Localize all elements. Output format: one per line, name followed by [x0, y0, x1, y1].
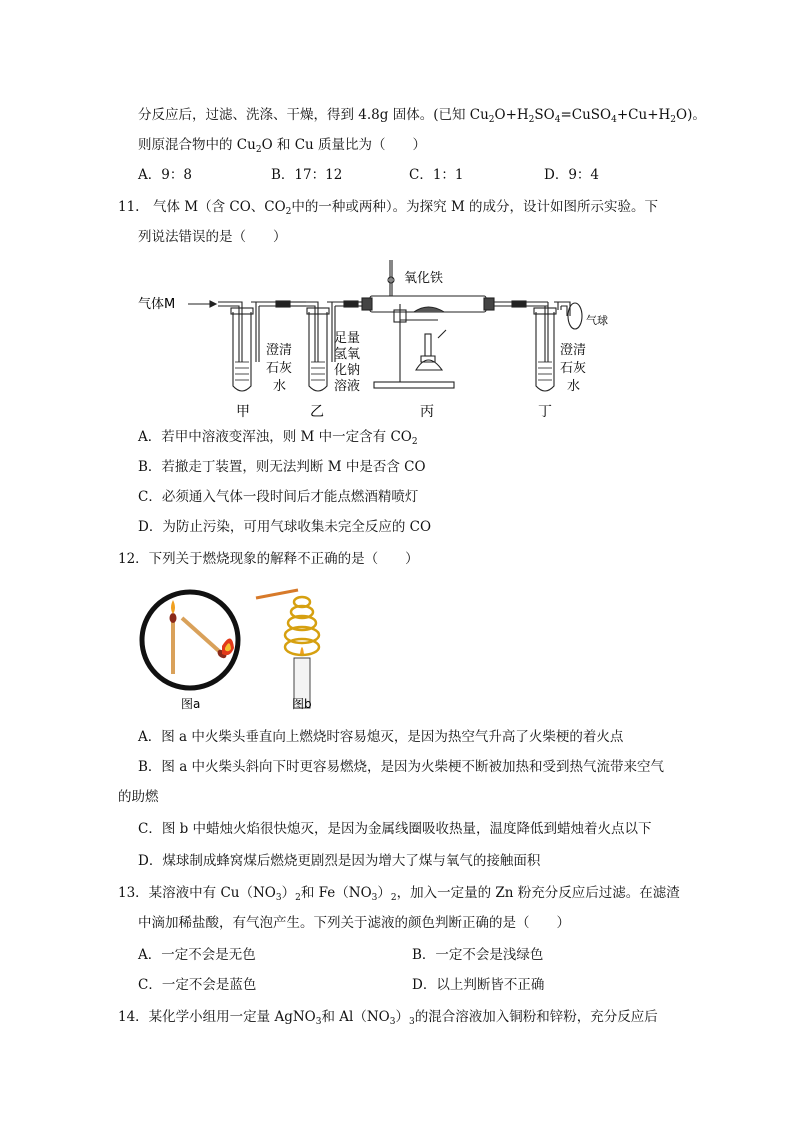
q11-option-c: C．必须通入气体一段时间后才能点燃酒精喷灯: [138, 489, 419, 505]
apparatus-name-yi: 乙: [310, 404, 324, 420]
tube1-label-line-1: 澄清: [266, 343, 293, 358]
q12-option-b-line-2: 的助燃: [118, 789, 159, 805]
q11-apparatus-figure: [138, 250, 628, 422]
apparatus-name-bing: 丙: [420, 404, 434, 420]
q10-option-b: B．17：12: [271, 167, 343, 183]
q11-stem-line-2: 列说法错误的是（ ）: [138, 229, 287, 245]
q12-option-d: D．煤球制成蜂窝煤后燃烧更剧烈是因为增大了煤与氧气的接触面积: [138, 853, 541, 869]
q13-option-c: C．一定不会是蓝色: [138, 977, 257, 993]
q13-option-a: A．一定不会是无色: [138, 947, 256, 963]
tube4-label-line-1: 澄清: [560, 343, 587, 358]
balloon-label: 气球: [586, 314, 608, 327]
gas-m-label: 气体M: [138, 297, 176, 312]
fig-b-caption: 图b: [292, 697, 312, 711]
tube2-label-line-1: 足量: [334, 331, 361, 346]
q12-option-b-line-1: B．图 a 中火柴头斜向下时更容易燃烧，是因为火柴梗不断被加热和受到热气流带来空气: [138, 759, 665, 775]
tube2-label-line-4: 溶液: [334, 379, 361, 394]
q13-stem-line-1: 13．某溶液中有 $Cu(NO_3)_2$和 $Fe(NO_3)_2$，加入一定量的 Zn 粉充分反应后过滤。在滤渣: [118, 885, 680, 903]
apparatus-name-jia: 甲: [236, 404, 250, 420]
q10-option-d: D．9：4: [544, 167, 600, 183]
q10-line-1: 分反应后，过滤、洗涤、干燥，得到 4.8g 固体。(已知 $Cu_2O+H_2SO_4=CuSO_4+Cu+H_2O$)。: [138, 107, 706, 125]
q12-stem: 12．下列关于燃烧现象的解释不正确的是（ ）: [118, 551, 419, 567]
q14-stem-line-1: 14．某化学小组用一定量 AgNO$_3$和 $Al(NO_3)_3$的混合溶液加入铜粉和锌粉，充分反应后: [118, 1009, 658, 1027]
tube4-label-line-3: 水: [567, 379, 581, 394]
q11-option-b: B．若撤走丁装置，则无法判断 M 中是否含 CO: [138, 459, 426, 475]
q10-option-c: C．1：1: [409, 167, 464, 183]
tube2-label-line-2: 氢氧: [334, 347, 361, 362]
tube4-label-line-2: 石灰: [560, 361, 587, 376]
q12-figure: [136, 580, 336, 716]
fig-a-caption: 图a: [181, 697, 201, 711]
q13-stem-line-2: 中滴加稀盐酸，有气泡产生。下列关于滤液的颜色判断正确的是（ ）: [138, 915, 570, 931]
q10-option-a: A．9：8: [138, 167, 192, 183]
q11-option-d: D．为防止污染，可用气球收集未完全反应的 CO: [138, 519, 432, 535]
q13-option-b: B．一定不会是浅绿色: [412, 947, 544, 963]
q13-option-d: D．以上判断皆不正确: [412, 977, 545, 993]
apparatus-name-ding: 丁: [538, 404, 552, 420]
q12-option-c: C．图 b 中蜡烛火焰很快熄灭，是因为金属线圈吸收热量，温度降低到蜡烛着火点以下: [138, 821, 652, 837]
tube1-label-line-2: 石灰: [266, 361, 293, 376]
q12-option-a: A．图 a 中火柴头垂直向上燃烧时容易熄灭，是因为热空气升高了火柴梗的着火点: [138, 729, 624, 745]
q11-stem-line-1: 11. 气体 M（含 CO、$CO_2$中的一种或两种）。为探究 M 的成分，设计如图所示实验。下: [118, 199, 659, 217]
tube1-label-line-3: 水: [273, 379, 287, 394]
iron-oxide-label: 氧化铁: [404, 271, 444, 286]
q10-line-2: 则原混合物中的 $Cu_2O$ 和 Cu 质量比为（ ）: [138, 137, 427, 155]
tube2-label-line-3: 化钠: [334, 363, 361, 378]
q11-option-a: A．若甲中溶液变浑浊，则 M 中一定含有 $CO_2$: [138, 429, 418, 447]
